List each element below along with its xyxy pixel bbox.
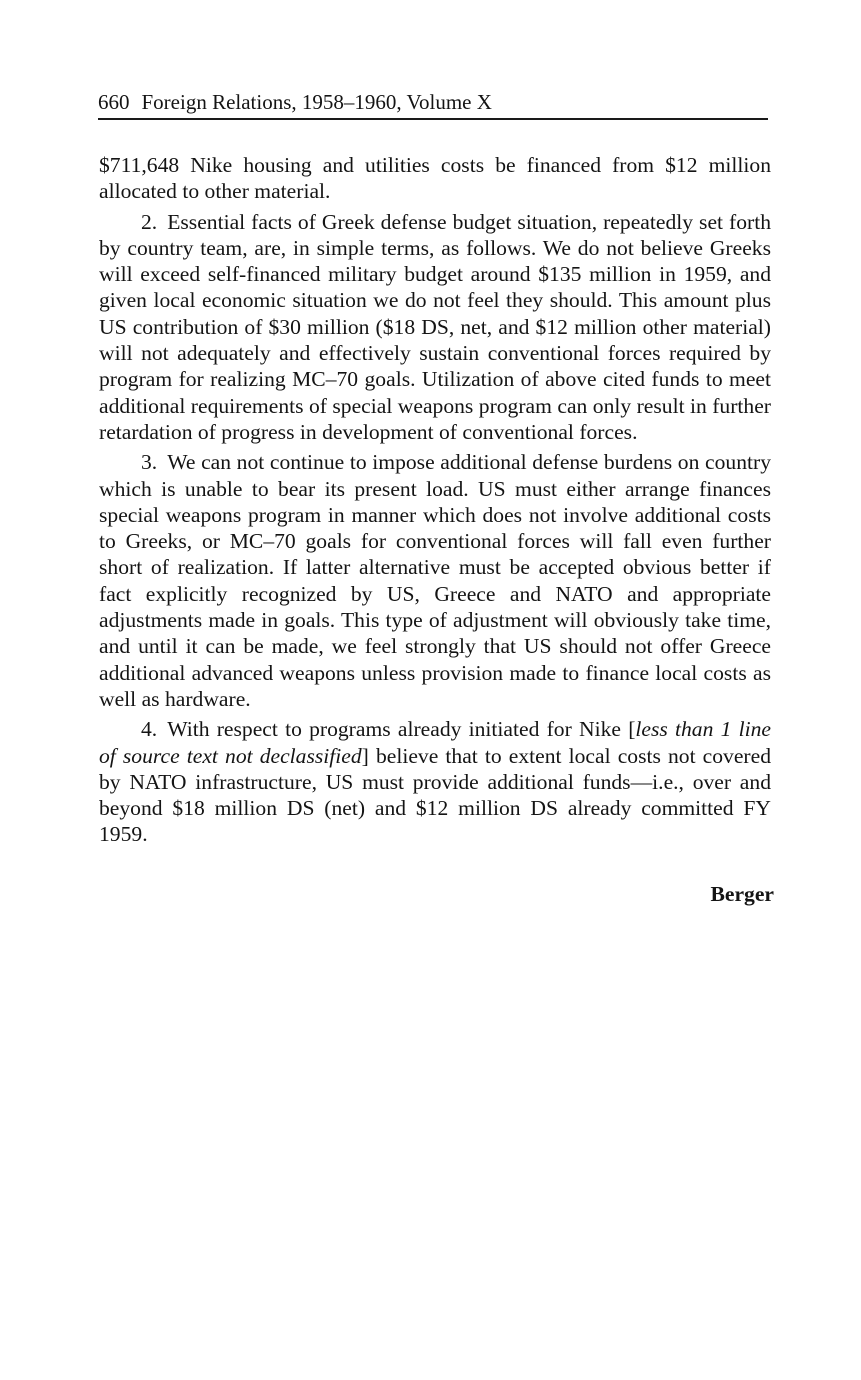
running-header xyxy=(98,88,768,120)
paragraph-number: 2. xyxy=(141,209,158,234)
signature: Berger xyxy=(710,882,774,906)
editorial-note: less than 1 line of source text not declassified xyxy=(99,717,771,768)
page-number: 660 xyxy=(98,90,130,114)
paragraph-number: 4. xyxy=(141,717,158,742)
paragraph-text: We can not continue to impose additional defense burdens on country which is unable to bear its present load. US must either arrange finances special weapons program in manner which does not involve additional costs to Greeks, or MC–70 goals for conventional forces will fall even further short of realization. If latter alternative must be accepted obvious better if fact explicitly recognized by US, Greece and NATO and appropriate adjustments made in goals. This type of adjustment will obviously take time, and until it can be made, we feel strongly that US should not offer Greece additional advanced weapons unless provision made to finance local costs as well as hardware. xyxy=(99,450,771,711)
paragraph-continuation: $711,648 Nike housing and utilities costs be financed from $12 million allocated to other material. xyxy=(99,153,771,204)
paragraph-text-before: With respect to programs already initiated for Nike [ xyxy=(167,717,636,742)
paragraph-text: Essential facts of Greek defense budget situation, repeatedly set forth by country team, are, in simple terms, as follows. We do not believe Greeks will exceed self-financed military budget around $135 million in 1959, and given local economic situation we do not feel they should. This amount plus US contribution of $30 million ($18 DS, net, and $12 million other material) will not adequately and effectively sustain conventional forces required by program for realizing MC–70 goals. Utilization of above cited funds to meet additional requirements of special weapons program can only result in further retardation of progress in development of conventional forces. xyxy=(99,209,771,444)
paragraph-number: 3. xyxy=(141,450,158,475)
paragraph-4 xyxy=(99,716,771,847)
body-text xyxy=(99,152,771,852)
paragraph-text-after: ] believe that to extent local costs not covered by NATO infrastructure, US must provide additional funds—i.e., over and beyond $18 million DS (net) and $12 million DS already committed FY 1959. xyxy=(99,743,771,847)
running-title: Foreign Relations, 1958–1960, Volume X xyxy=(141,90,492,114)
paragraph-3 xyxy=(99,449,771,712)
paragraph-2 xyxy=(99,209,771,446)
